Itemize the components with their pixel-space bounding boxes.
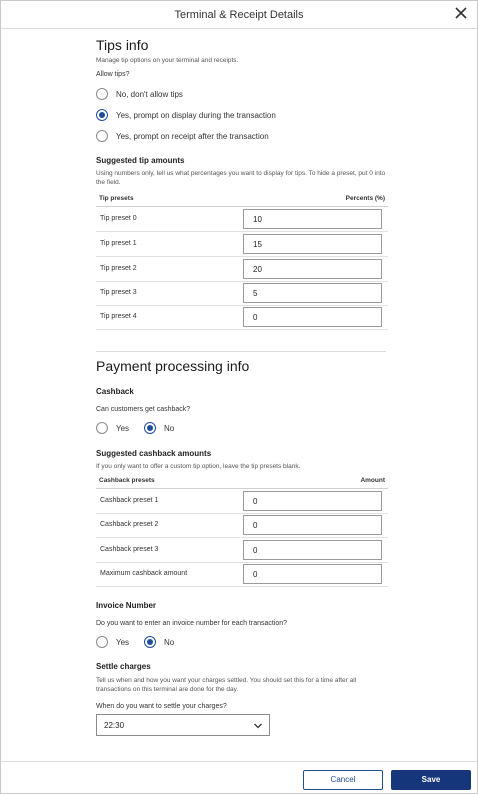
cashback-yes-radio[interactable]: [96, 422, 129, 434]
close-icon[interactable]: [453, 5, 469, 21]
tip-presets-col-label: Tip presets: [99, 195, 134, 202]
cashback-presets-col-label: Cashback presets: [99, 477, 155, 484]
tips-option-label: Yes, prompt on receipt after the transaction: [116, 131, 269, 141]
cashback-question: Can customers get cashback?: [96, 406, 191, 413]
tips-option-receipt[interactable]: [96, 130, 269, 142]
table-row: [96, 232, 388, 257]
cancel-button[interactable]: Cancel: [303, 770, 383, 790]
chevron-down-icon: [253, 721, 263, 731]
table-row: [96, 305, 388, 330]
tip-preset-label: Tip preset 3: [100, 289, 137, 296]
tip-preset-label: Tip preset 1: [100, 240, 137, 247]
table-row: [96, 489, 388, 514]
save-button[interactable]: Save: [391, 770, 471, 790]
radio-selected-icon[interactable]: [144, 422, 156, 434]
radio-icon[interactable]: [96, 88, 108, 100]
max-cashback-label: Maximum cashback amount: [100, 570, 188, 577]
tip-preset-input[interactable]: 0: [243, 307, 382, 327]
radio-icon[interactable]: [96, 130, 108, 142]
cashback-presets-table: [96, 477, 388, 587]
tip-presets-table: [96, 195, 388, 330]
tip-preset-input[interactable]: 20: [243, 259, 382, 279]
suggested-cashback-heading: Suggested cashback amounts: [96, 449, 212, 458]
suggested-tips-heading: Suggested tip amounts: [96, 156, 185, 165]
cashback-preset-label: Cashback preset 1: [100, 497, 159, 504]
settle-time-select[interactable]: [96, 714, 270, 736]
allow-tips-label: Allow tips?: [96, 71, 130, 78]
section-divider: [96, 351, 386, 352]
cashback-yes-label: Yes: [116, 423, 130, 433]
invoice-yes-radio[interactable]: [96, 636, 129, 648]
cashback-preset-input[interactable]: 0: [243, 540, 382, 560]
tips-description: Manage tip options on your terminal and receipts.: [96, 57, 239, 64]
settle-description: Tell us when and how you want your charges settled. You should set this for a time after all transactions on this terminal are done for the day.: [96, 677, 357, 693]
dialog-titlebar: [1, 1, 477, 29]
tips-heading: Tips info: [96, 37, 149, 53]
tips-option-label: Yes, prompt on display during the transaction: [116, 110, 276, 120]
tip-preset-input[interactable]: 10: [243, 209, 382, 229]
table-row: [96, 257, 388, 282]
settle-time-value: 22:30: [104, 721, 125, 730]
suggested-tips-description: Using numbers only, tell us what percentages you want to display for tips. To hide a preset, put 0 into the field.: [96, 170, 386, 186]
table-row: [96, 281, 388, 306]
tip-preset-input[interactable]: 5: [243, 283, 382, 303]
tip-preset-input[interactable]: 15: [243, 234, 382, 254]
table-row: [96, 513, 388, 538]
invoice-heading: Invoice Number: [96, 601, 157, 610]
table-row: [96, 538, 388, 563]
dialog-title: Terminal & Receipt Details: [174, 9, 304, 21]
invoice-no-radio[interactable]: [144, 636, 174, 648]
tip-preset-label: Tip preset 0: [100, 215, 137, 222]
tip-preset-label: Tip preset 2: [100, 265, 137, 272]
cashback-presets-header: [96, 477, 388, 489]
tips-option-no[interactable]: [96, 88, 183, 100]
payment-heading: Payment processing info: [96, 358, 250, 374]
tip-presets-header: [96, 195, 388, 207]
radio-icon[interactable]: [96, 636, 108, 648]
percents-col-label: Percents (%): [345, 195, 385, 202]
invoice-yes-label: Yes: [116, 637, 130, 647]
amount-col-label: Amount: [360, 477, 385, 484]
invoice-no-label: No: [164, 637, 175, 647]
radio-selected-icon[interactable]: [96, 109, 108, 121]
settle-heading: Settle charges: [96, 662, 151, 671]
table-row: [96, 207, 388, 232]
max-cashback-input[interactable]: 0: [243, 564, 382, 584]
tips-option-display[interactable]: [96, 109, 276, 121]
invoice-question: Do you want to enter an invoice number for each transaction?: [96, 620, 288, 627]
cashback-preset-input[interactable]: 0: [243, 491, 382, 511]
suggested-cashback-description: If you only want to offer a custom tip option, leave the tip presets blank.: [96, 463, 301, 470]
settle-question: When do you want to settle your charges?: [96, 703, 227, 710]
cashback-no-radio[interactable]: [144, 422, 174, 434]
cashback-preset-label: Cashback preset 3: [100, 546, 159, 553]
radio-selected-icon[interactable]: [144, 636, 156, 648]
cashback-heading: Cashback: [96, 387, 134, 396]
footer-divider: [1, 761, 477, 762]
cashback-preset-input[interactable]: 0: [243, 515, 382, 535]
cashback-no-label: No: [164, 423, 175, 433]
tip-preset-label: Tip preset 4: [100, 313, 137, 320]
radio-icon[interactable]: [96, 422, 108, 434]
cashback-preset-label: Cashback preset 2: [100, 521, 159, 528]
table-row: [96, 562, 388, 587]
tips-option-label: No, don't allow tips: [116, 89, 183, 99]
